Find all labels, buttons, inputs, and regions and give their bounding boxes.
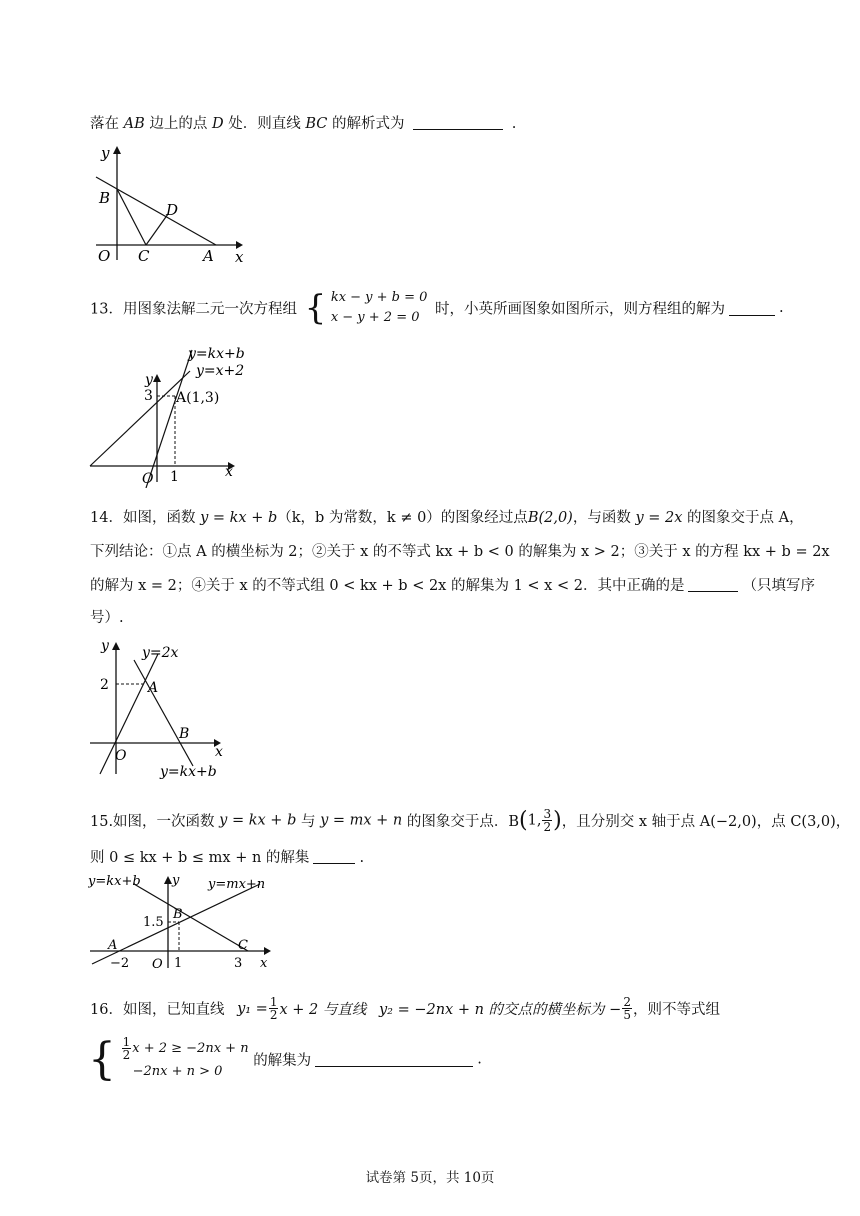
- system-lines: [121, 1036, 249, 1083]
- label-x: x: [235, 248, 244, 266]
- frac-num: 3: [543, 807, 552, 821]
- q14-eq: y = kx + b: [200, 510, 278, 526]
- q12-t1: 落在: [90, 116, 119, 132]
- label-y: y: [145, 372, 153, 388]
- q15-period: .: [359, 850, 365, 866]
- frac-num: 1: [269, 995, 278, 1009]
- brace-icon: {: [88, 1033, 116, 1085]
- q12-text: [90, 112, 516, 133]
- label-y: y: [101, 638, 109, 654]
- line-kx-plus-b: [134, 660, 193, 766]
- y-arrow-icon: [112, 642, 120, 650]
- system-lines: [331, 288, 428, 328]
- q15-t2: 与: [300, 814, 316, 830]
- label-x: x: [260, 956, 268, 971]
- label-y: y: [172, 873, 180, 888]
- label-b: B: [173, 907, 183, 922]
- q16-line2: [88, 1033, 482, 1085]
- q16-period: .: [477, 1051, 482, 1068]
- frac-den: 2: [269, 1008, 278, 1022]
- q16-y1-tail: x + 2 与直线: [279, 1002, 367, 1018]
- q15-t3: 的图象交于点．B: [406, 814, 520, 830]
- page-footer: 试卷第 5页，共 10页: [365, 1170, 495, 1186]
- label-y: y: [101, 144, 110, 162]
- label-l1: y=kx+b: [88, 874, 141, 889]
- frac-den: 2: [122, 1048, 131, 1062]
- label-b: B: [179, 726, 190, 742]
- line-ab: [96, 177, 216, 245]
- q13-t2: 时，小英所画图象如图所示，则方程组的解为: [435, 301, 726, 318]
- label-a: A: [203, 247, 214, 265]
- y-arrow-icon: [153, 374, 161, 382]
- label-3: 3: [234, 956, 243, 971]
- label-3: 3: [144, 388, 153, 404]
- q15-line2: [90, 846, 364, 867]
- q14-eq2: y = 2x: [635, 510, 683, 526]
- q13-period: .: [779, 300, 784, 316]
- q12-figure: [88, 142, 248, 268]
- q14-figure: [88, 634, 238, 782]
- eq2: x − y + 2 = 0: [330, 310, 420, 325]
- x-arrow-icon: [264, 947, 271, 955]
- q13-t1: 13．用图象法解二元一次方程组: [90, 301, 297, 318]
- label-o: O: [115, 748, 127, 764]
- q12-t4: 的解析式为: [331, 116, 405, 132]
- q14-t5: 的解为 x = 2；④关于 x 的不等式组 0 < kx + b < 2x 的解集为 1 < x < 2．其中正确的是: [90, 578, 685, 594]
- label-c: C: [138, 247, 150, 265]
- label-l1: y=2x: [142, 645, 179, 661]
- frac-den: 5: [623, 1008, 631, 1022]
- q13-text: [90, 288, 784, 328]
- label-l2: y=x+2: [196, 363, 245, 379]
- answer-blank[interactable]: [729, 301, 775, 316]
- equation-system: [305, 288, 428, 328]
- label-l1: y=kx+b: [188, 346, 245, 362]
- q14-t1: 14．如图，函数: [90, 510, 196, 526]
- seg-cd: [146, 214, 168, 245]
- y-arrow-icon: [113, 146, 121, 154]
- label-o: O: [98, 247, 111, 265]
- q12-line: BC: [305, 116, 328, 132]
- q14-line4: 号）.: [90, 610, 124, 626]
- answer-blank[interactable]: [413, 115, 503, 130]
- label-d: D: [166, 201, 179, 219]
- q14-line1: [90, 506, 804, 527]
- fraction-2-5: [622, 996, 632, 1021]
- ineq1-tail: x + 2 ≥ −2nx + n: [132, 1041, 249, 1056]
- q15-t4: ，且分别交 x 轴于点 A(−2,0)，点 C(3,0)，: [561, 814, 851, 830]
- ineq1: [121, 1036, 249, 1061]
- q14-pt: B(2,0): [527, 510, 573, 526]
- q12-period: .: [511, 116, 517, 132]
- answer-blank[interactable]: [688, 577, 738, 592]
- q15-figure: [88, 870, 278, 974]
- label-b: B: [99, 189, 111, 207]
- q15-eq1: y = kx + b: [219, 812, 297, 829]
- q15-t1: 15.如图，一次函数: [90, 814, 215, 830]
- q16-line1: [90, 996, 720, 1021]
- label-1-5: 1.5: [143, 915, 164, 930]
- fraction-3-2: [542, 808, 552, 833]
- frac-den: 2: [543, 820, 552, 834]
- q12-seg: AB: [123, 116, 145, 132]
- answer-blank[interactable]: [313, 849, 355, 864]
- label-a: A(1,3): [176, 390, 220, 406]
- label-2: 2: [100, 677, 109, 693]
- brace-icon: {: [304, 288, 327, 328]
- frac-num: 1: [122, 1035, 131, 1049]
- q16-t3: 的解集为: [253, 1053, 312, 1069]
- eq1: kx − y + b = 0: [330, 290, 428, 305]
- q15-t5: 则 0 ≤ kx + b ≤ mx + n 的解集: [90, 850, 310, 866]
- line-2x: [100, 654, 158, 774]
- q16-t1: 16．如图，已知直线: [90, 1002, 225, 1018]
- label-minus-2: −2: [110, 956, 130, 971]
- q12-t2: 边上的点: [149, 116, 208, 132]
- label-o: O: [142, 471, 154, 487]
- q15-bx: 1,: [527, 812, 542, 829]
- q16-y1: y₁ =: [237, 1000, 268, 1017]
- fraction-1-2b: [122, 1036, 132, 1061]
- paren-close: ): [553, 808, 562, 833]
- label-x: x: [225, 464, 233, 480]
- frac-num: 2: [623, 995, 631, 1009]
- y-arrow-icon: [164, 876, 172, 884]
- ineq2: −2nx + n > 0: [132, 1064, 223, 1079]
- label-1: 1: [170, 469, 179, 485]
- paren-open: (: [519, 808, 528, 833]
- q12-pt: D: [211, 116, 224, 132]
- line-kx-plus-b: [146, 350, 192, 488]
- q15-eq2: y = mx + n: [320, 812, 403, 829]
- label-a: A: [108, 938, 118, 953]
- q15-line1: [90, 808, 850, 833]
- q16-t2: ，则不等式组: [632, 1002, 720, 1018]
- q14-line2: 下列结论：①点 A 的横坐标为 2；②关于 x 的不等式 kx + b < 0 的解集为 x > 2；③关于 x 的方程 kx + b = 2x: [90, 544, 830, 560]
- label-1: 1: [174, 956, 183, 971]
- label-o: O: [152, 957, 163, 972]
- q14-t2: （k，b 为常数，k ≠ 0）的图象经过点: [277, 510, 528, 526]
- label-l2: y=mx+n: [208, 877, 266, 892]
- q14-t3: ，与函数: [572, 510, 631, 526]
- answer-blank[interactable]: [315, 1052, 473, 1067]
- label-a: A: [148, 680, 159, 696]
- q13-figure: [88, 340, 248, 488]
- q14-t6: （只填写序: [742, 578, 815, 594]
- label-l2: y=kx+b: [160, 764, 217, 780]
- inequality-system: [88, 1033, 249, 1085]
- label-c: C: [238, 938, 248, 953]
- q14-line3: [90, 574, 815, 595]
- q14-t4: 的图象交于点 A，: [687, 510, 804, 526]
- q16-y2: y₂ = −2nx + n 的交点的横坐标为 −: [378, 1002, 622, 1018]
- q12-t3: 处．则直线: [228, 116, 301, 132]
- label-x: x: [215, 744, 223, 760]
- fraction-1-2: [269, 996, 279, 1021]
